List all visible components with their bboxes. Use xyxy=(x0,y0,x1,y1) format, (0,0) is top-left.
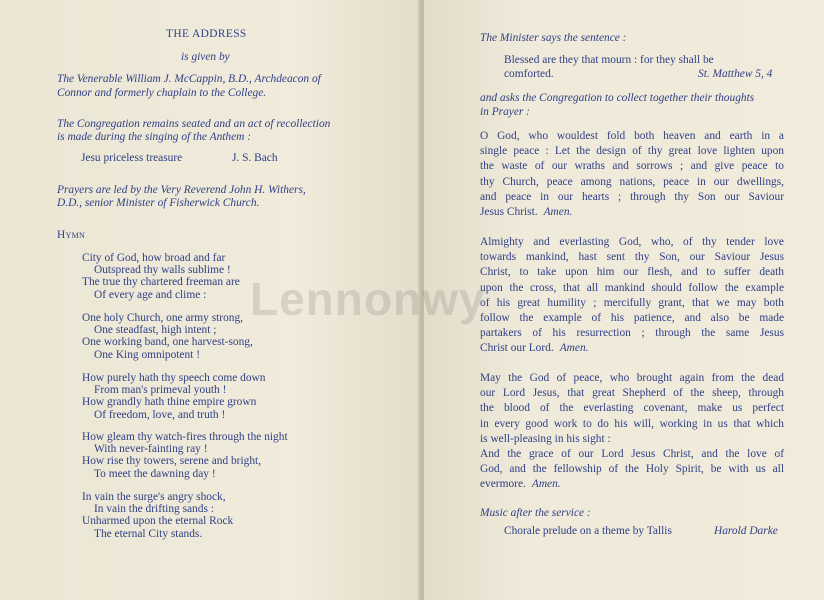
speaker-line-2: Connor and formerly chaplain to the College. xyxy=(57,87,267,99)
grace-line-text: And the grace of our Lord Jesus Christ, and the love of xyxy=(480,448,784,460)
prayer3-line-4 xyxy=(480,417,784,431)
hymn-line: To meet the dawning day ! xyxy=(94,467,216,480)
prayer2-line-text: upon the cross, that all mankind should follow the example xyxy=(480,281,784,294)
prayer3-line-text: the blood of the everlasting covenant, make us perfect xyxy=(480,402,784,415)
prayer2-line-text: towards mankind, hast sent thy Son, our Saviour Jesus xyxy=(480,251,784,264)
prayer3-line-5 xyxy=(480,432,611,446)
prayer2-line-1 xyxy=(480,235,784,249)
prayer2-line-3 xyxy=(480,265,784,279)
prayer1-line-text: the waste of our wraths and sorrows ; and give peace to xyxy=(480,160,784,173)
hymn-line: One holy Church, one army strong, xyxy=(82,312,244,324)
prayer2-line-8 xyxy=(480,341,589,355)
prayer1-line-text: thy Church, peace among nations, peace in our dwellings, xyxy=(480,175,784,188)
prayer3-line-text: is well-pleasing in his sight : xyxy=(480,432,611,445)
hymn-line: The true thy chartered freeman are xyxy=(82,276,240,289)
prayer1-line-6 xyxy=(480,205,572,219)
hymn-line: How gleam thy watch-fires through the night xyxy=(82,431,288,443)
watermark: Lennonwy xyxy=(250,273,486,325)
anthem-title: Jesu priceless treasure xyxy=(81,152,183,164)
grace-line-text: evermore. xyxy=(480,478,526,491)
prayer3-line-text: May the God of peace, who brought again from the dead xyxy=(480,372,784,384)
prayer1-line-text: and peace in our hearts ; through thy Son our Saviour xyxy=(480,190,784,203)
prayer3-line-text: our Lord Jesus, that great Shepherd of the sheep, through xyxy=(480,387,784,400)
hymn-line: With never-fainting ray ! xyxy=(94,443,208,456)
grace-amen: Amen. xyxy=(531,478,561,491)
hymn-line: How rise thy towers, serene and bright, xyxy=(82,455,262,468)
prayer2-line-text: partakers of his resurrection ; through the same Jesus xyxy=(480,327,784,340)
prayer1-line-text: O God, who wouldest fold both heaven and earth in a xyxy=(480,130,784,142)
prayer3-line-2 xyxy=(480,386,784,400)
prayer1-line-text: Jesus Christ. xyxy=(480,206,538,218)
prayer1-amen: Amen. xyxy=(543,206,573,218)
grace-line-1 xyxy=(480,447,784,461)
prayer1-line-5 xyxy=(480,190,784,204)
voluntary-title: Chorale prelude on a theme by Tallis xyxy=(504,525,672,537)
hymn-line: How purely hath thy speech come down xyxy=(82,372,266,384)
prayer3-line-text: in every good work to do his will, working in us that which xyxy=(480,417,784,430)
prayer3-line-1 xyxy=(480,371,784,385)
hymn-line: Unharmed upon the eternal Rock xyxy=(82,515,234,528)
asks-line-1: and asks the Congregation to collect together their thoughts xyxy=(480,92,755,104)
hymn-line: Of every age and clime : xyxy=(94,288,207,301)
sentence-reference: St. Matthew 5, 4 xyxy=(698,68,773,80)
hymn-line: The eternal City stands. xyxy=(94,527,203,540)
hymn-line: In vain the surge's angry shock, xyxy=(82,491,226,503)
prayer2-line-text: Christ our Lord. xyxy=(480,342,554,355)
prayer2-line-2 xyxy=(480,250,784,264)
prayer3-line-3 xyxy=(480,401,784,415)
hymn-line: How grandly hath thine empire grown xyxy=(82,396,257,409)
hymn-line: From man's primeval youth ! xyxy=(94,384,227,397)
grace-line-text: God, and the fellowship of the Holy Spirit, be with us all xyxy=(480,463,784,476)
prayer2-line-4 xyxy=(480,281,784,295)
sentence-line-2: comforted. xyxy=(504,68,554,80)
address-heading: THE ADDRESS xyxy=(166,28,247,40)
sentence-line-1: Blessed are they that mourn : for they shall be xyxy=(504,54,714,66)
grace-line-3 xyxy=(480,477,561,491)
prayer2-line-5 xyxy=(480,296,784,310)
prayer2-line-text: of his great humility ; mercifully grant, that we may both xyxy=(480,296,784,309)
hymn-line: City of God, how broad and far xyxy=(82,252,226,264)
prayer2-line-7 xyxy=(480,326,784,340)
asks-line-2: in Prayer : xyxy=(480,106,530,118)
hymn-line: In vain the drifting sands : xyxy=(94,503,214,516)
hymn-label: Hymn xyxy=(57,229,86,241)
hymn-line: Outspread thy walls sublime ! xyxy=(94,264,231,277)
is-given-by: is given by xyxy=(181,51,230,63)
prayer2-line-6 xyxy=(480,311,784,325)
prayer2-amen: Amen. xyxy=(559,342,589,355)
prayers-line-1: Prayers are led by the Very Reverend John H. Withers, xyxy=(57,184,306,196)
prayer1-line-4 xyxy=(480,175,784,189)
prayer2-line-text: follow the example of his patience, and also be made xyxy=(480,312,784,324)
prayer1-line-1 xyxy=(480,129,784,143)
hymn-line: One King omnipotent ! xyxy=(94,348,200,361)
speaker-line-1: The Venerable William J. McCappin, B.D., Archdeacon of xyxy=(57,73,321,85)
hymn-line: Of freedom, love, and truth ! xyxy=(94,408,226,421)
voluntary-composer: Harold Darke xyxy=(714,525,778,537)
congregation-line-1: The Congregation remains seated and an act of recollection xyxy=(57,118,331,130)
prayer1-line-3 xyxy=(480,159,784,173)
grace-line-2 xyxy=(480,462,784,476)
hymn-line: One working band, one harvest-song, xyxy=(82,336,253,349)
minister-says: The Minister says the sentence : xyxy=(480,32,627,44)
congregation-line-2: is made during the singing of the Anthem : xyxy=(57,131,252,143)
prayers-line-2: D.D., senior Minister of Fisherwick Church. xyxy=(57,197,260,209)
prayer2-line-text: Christ, to take upon him our flesh, and to suffer death xyxy=(480,266,784,279)
prayer1-line-text: single peace : Let the design of thy great love lighten upon xyxy=(480,145,784,158)
prayer1-line-2 xyxy=(480,144,784,158)
music-after: Music after the service : xyxy=(480,507,591,519)
anthem-composer: J. S. Bach xyxy=(232,152,278,164)
prayer2-line-text: Almighty and everlasting God, who, of thy tender love xyxy=(480,236,784,248)
hymn-line: One steadfast, high intent ; xyxy=(94,324,217,337)
